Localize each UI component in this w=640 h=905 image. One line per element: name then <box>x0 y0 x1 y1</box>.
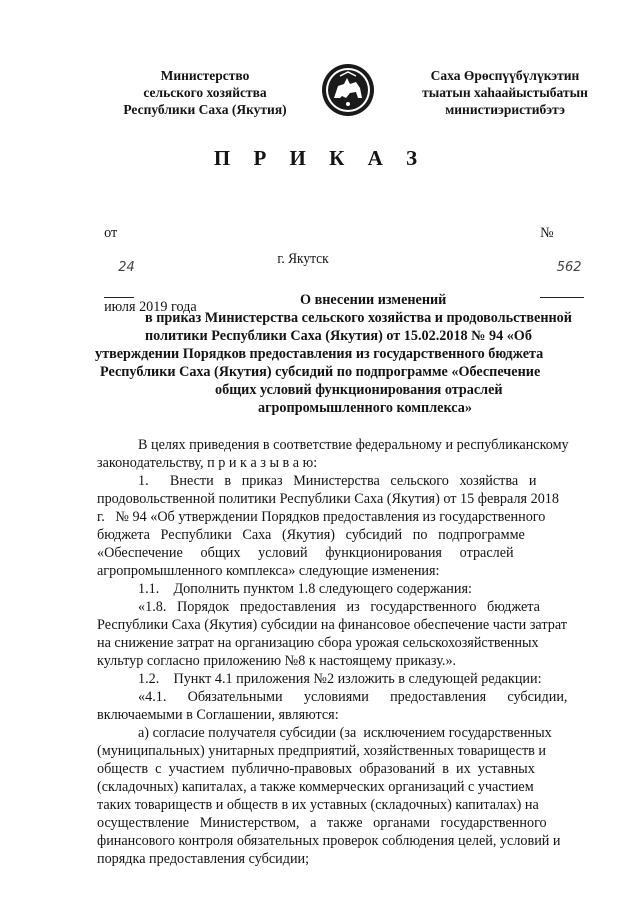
body-line: «Обеспечение общих условий функционирования отраслей <box>97 545 514 561</box>
date-rest: июля 2019 года <box>104 299 197 315</box>
body-line: (складочных) капиталах, а также коммерческих организаций с участием <box>97 779 534 795</box>
subject-line: в приказ Министерства сельского хозяйства и продовольственной <box>145 310 572 326</box>
subject-line: Республики Саха (Якутия) субсидий по подпрограмме «Обеспечение <box>100 364 541 380</box>
body-line: агропромышленного комплекса» следующие изменения: <box>97 563 440 579</box>
header-right-line: Саха Өрөспүүбүлүкэтин <box>430 68 580 83</box>
header-left-line: Министерство <box>160 68 250 83</box>
body-line: 1.2. Пункт 4.1 приложения №2 изложить в следующей редакции: <box>138 671 542 687</box>
subject-line: утверждении Порядков предоставления из государственного бюджета <box>95 346 544 362</box>
body-line: 1.1. Дополнить пунктом 1.8 следующего содержания: <box>138 581 472 597</box>
subject-line: О внесении изменений <box>300 292 447 308</box>
body-line: на снижение затрат на организацию сбора урожая сельскохозяйственных <box>97 635 539 651</box>
date-day-handwritten: 24 <box>118 260 135 275</box>
body-line: продовольственной политики Республики Саха (Якутия) от 15 февраля 2018 <box>97 491 559 507</box>
body-line: финансового контроля обязательных проверок соблюдения целей, условий и <box>97 833 561 849</box>
body-line: «4.1. Обязательными условиями предоставления субсидии, <box>138 689 568 705</box>
header-right-line: тыатын хаһаайыстыбатын <box>422 85 588 100</box>
city: г. Якутск <box>277 251 329 267</box>
body-line: культур согласно приложению №8 к настоящему приказу.». <box>97 653 457 669</box>
number-prefix: № <box>540 225 554 241</box>
body-line: таких товариществ и обществ в их уставных (складочных) капиталах) на <box>97 797 539 813</box>
header-left-line: Республики Саха (Якутия) <box>123 102 287 117</box>
body-line: осуществление Министерством, а также органами государственного <box>97 815 547 831</box>
body-line: г. № 94 «Об утверждении Порядков предоставления из государственного <box>97 509 546 525</box>
body-line: (муниципальных) унитарных предприятий, хозяйственных товариществ и <box>97 743 546 759</box>
date-prefix: от <box>104 225 118 241</box>
header-left-line: сельского хозяйства <box>143 85 267 100</box>
body-line: В целях приведения в соответствие федеральному и республиканскому <box>138 437 569 453</box>
body-line: а) согласие получателя субсидии (за исключением государственных <box>138 725 552 741</box>
body-line: бюджета Республики Саха (Якутия) субсидий по подпрограмме <box>97 527 525 543</box>
body-line: законодательству, п р и к а з ы в а ю: <box>97 455 318 471</box>
ministry-name-russian <box>105 67 305 118</box>
ministry-name-yakut <box>405 67 605 118</box>
body-line: Республики Саха (Якутия) субсидии на финансовое обеспечение части затрат <box>97 617 567 633</box>
body-line: «1.8. Порядок предоставления из государственного бюджета <box>138 599 540 615</box>
body-line: 1. Внести в приказ Министерства сельского хозяйства и <box>138 473 537 489</box>
body-line: порядка предоставления субсидии; <box>97 851 310 867</box>
body-line: обществ с участием публично-правовых образований в их уставных <box>97 761 535 777</box>
subject-line: общих условий функционирования отраслей <box>215 382 503 398</box>
number-handwritten: 562 <box>556 260 582 275</box>
subject-line: агропромышленного комплекса» <box>258 400 472 416</box>
subject-line: политики Республики Саха (Якутия) от 15.02.2018 № 94 «Об <box>145 328 532 344</box>
body-line: включаемыми в Соглашении, являются: <box>97 707 339 723</box>
header-right-line: министиэристибэтэ <box>445 102 565 117</box>
document-title: П Р И К А З <box>213 146 427 170</box>
emblem-seal-icon <box>320 62 376 118</box>
